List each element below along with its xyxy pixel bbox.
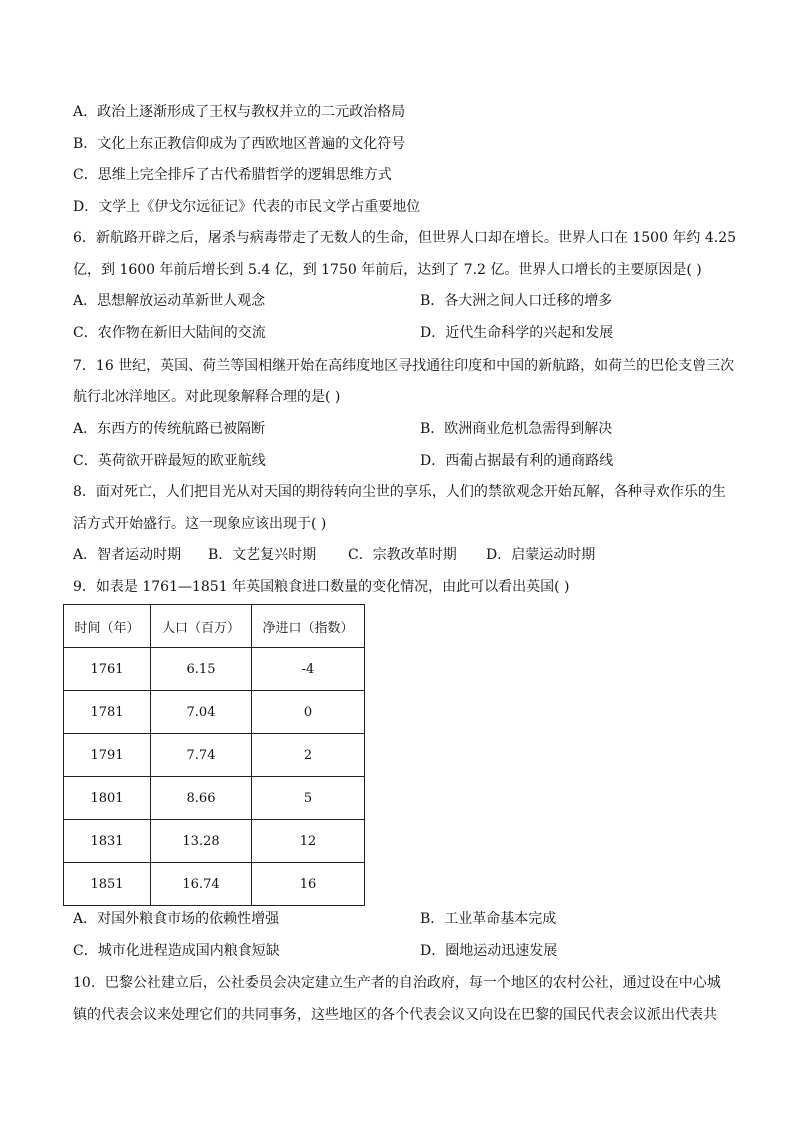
q9-stem-line1: 9．如表是 1761—1851 年英国粮食进口数量的变化情况，由此可以看出英国( ) — [73, 579, 570, 595]
table-cell: 7.74 — [151, 734, 252, 777]
q7-stem-line1: 7．16 世纪，英国、荷兰等国相继开始在高纬度地区寻找通往印度和中国的新航路，如荷兰的巴伦支曾三次 — [73, 358, 735, 374]
table-cell: 1831 — [64, 820, 151, 863]
table-row — [64, 863, 365, 906]
q6-option-a: A．思想解放运动革新世人观念 — [73, 293, 266, 309]
table-cell: 1851 — [64, 863, 151, 906]
table-header-row — [64, 605, 365, 648]
table-cell: -4 — [252, 648, 365, 691]
q6-stem-line2: 亿，到 1600 年前后增长到 5.4 亿，到 1750 年前后，达到了 7.2 亿。世界人口增长的主要原因是( ) — [73, 262, 702, 278]
table-cell: 16.74 — [151, 863, 252, 906]
table-header-year: 时间（年） — [64, 605, 151, 648]
q7-option-d: D．西葡占据最有利的通商路线 — [420, 453, 614, 469]
q10-stem-line2: 镇的代表会议来处理它们的共同事务，这些地区的各个代表会议又向设在巴黎的国民代表会议派出代表共 — [73, 1007, 717, 1023]
q9-option-c: C．城市化进程造成国内粮食短缺 — [73, 943, 280, 959]
q5-option-d: D．文学上《伊戈尔远征记》代表的市民文学占重要地位 — [73, 199, 421, 215]
table-cell: 1781 — [64, 691, 151, 734]
q6-options-row1 — [73, 291, 734, 311]
q7-stem-line2: 航行北冰洋地区。对此现象解释合理的是( ) — [73, 389, 341, 405]
table-row — [64, 648, 365, 691]
q7-options-row1 — [73, 419, 734, 439]
table-row — [64, 691, 365, 734]
table-cell: 1761 — [64, 648, 151, 691]
table-cell: 8.66 — [151, 777, 252, 820]
table-row — [64, 734, 365, 777]
q7-option-c: C．英荷欲开辟最短的欧亚航线 — [73, 453, 266, 469]
q6-option-b: B．各大洲之间人口迁移的增多 — [420, 293, 613, 309]
q9-data-table — [63, 604, 365, 906]
q10-stem-line1: 10．巴黎公社建立后，公社委员会决定建立生产者的自治政府，每一个地区的农村公社，通过设在中心城 — [73, 975, 721, 991]
table-row — [64, 820, 365, 863]
q6-options-row2 — [73, 323, 734, 343]
q9-option-d: D．圈地运动迅速发展 — [420, 943, 558, 959]
q7-option-b: B．欧洲商业危机急需得到解决 — [420, 421, 613, 437]
q8-option-c: C．宗教改革时期 — [348, 547, 457, 563]
q8-stem-line2: 活方式开始盛行。这一现象应该出现于( ) — [73, 516, 327, 532]
table-cell: 13.28 — [151, 820, 252, 863]
q8-option-a: A．智者运动时期 — [73, 547, 182, 563]
table-header-net-import: 净进口（指数） — [252, 605, 365, 648]
table-header-population: 人口（百万） — [151, 605, 252, 648]
table-cell: 0 — [252, 691, 365, 734]
q5-option-b: B．文化上东正教信仰成为了西欧地区普遍的文化符号 — [73, 136, 406, 152]
q9-option-b: B．工业革命基本完成 — [420, 911, 557, 927]
table-cell: 1791 — [64, 734, 151, 777]
table-cell: 7.04 — [151, 691, 252, 734]
table-cell: 6.15 — [151, 648, 252, 691]
q6-option-c: C．农作物在新旧大陆间的交流 — [73, 325, 266, 341]
q9-options-row2 — [73, 941, 734, 961]
q8-option-b: B．文艺复兴时期 — [208, 547, 317, 563]
q9-options-row1 — [73, 909, 734, 929]
q6-stem-line1: 6．新航路开辟之后，屠杀与病毒带走了无数人的生命，但世界人口却在增长。世界人口在 1500 年约 4.25 — [73, 230, 737, 246]
q8-option-d: D．启蒙运动时期 — [486, 547, 596, 563]
table-row — [64, 777, 365, 820]
q8-stem-line1: 8．面对死亡，人们把目光从对天国的期待转向尘世的享乐，人们的禁欲观念开始瓦解，各种寻欢作乐的生 — [73, 484, 726, 500]
table-cell: 2 — [252, 734, 365, 777]
q7-option-a: A．东西方的传统航路已被隔断 — [73, 421, 266, 437]
q7-options-row2 — [73, 451, 734, 471]
q9-option-a: A．对国外粮食市场的依赖性增强 — [73, 911, 280, 927]
table-cell: 5 — [252, 777, 365, 820]
table-cell: 16 — [252, 863, 365, 906]
table-cell: 1801 — [64, 777, 151, 820]
q5-option-a: A．政治上逐渐形成了王权与教权并立的二元政治格局 — [73, 104, 406, 120]
table-cell: 12 — [252, 820, 365, 863]
q5-option-c: C．思维上完全排斥了古代希腊哲学的逻辑思维方式 — [73, 167, 392, 183]
q6-option-d: D．近代生命科学的兴起和发展 — [420, 325, 614, 341]
